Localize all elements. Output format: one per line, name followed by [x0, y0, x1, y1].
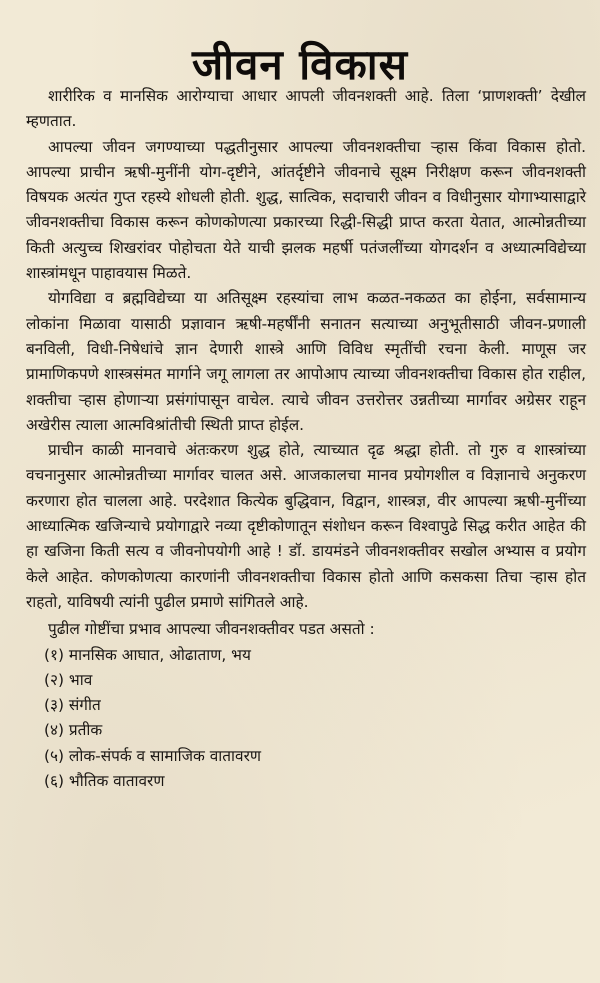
paragraph: प्राचीन काळी मानवाचे अंतःकरण शुद्ध होते, त्याच्यात दृढ श्रद्धा होती. तो गुरु व शास्त्रांच्या वचनानुसार आत्मोन्नतीच्या मार्गावर चालत असे. आजकालचा मानव प्रयोगशील व विज्ञानाचे अनुकरण करणारा होत चालला आहे. परदेशात कित्येक बुद्धिवान, विद्वान, शास्त्रज्ञ, वीर आपल्या ऋषी-मुनींच्या आध्यात्मिक खजिन्याचे प्रयोगाद्वारे नव्या दृष्टीकोणातून संशोधन करून विश्वापुढे सिद्ध करीत आहेत की हा खजिना किती सत्य व जीवनोपयोगी आहे ! डॉ. डायमंडने जीवनशक्तीवर सखोल अभ्यास व प्रयोग केले आहेत. कोणकोणत्या कारणांनी जीवनशक्तीचा विकास होतो आणि कसकसा तिचा ऱ्हास होत राहतो, याविषयी त्यांनी पुढील प्रमाणे सांगितले आहे. — [26, 441, 586, 611]
list-item: (२) भाव — [44, 670, 93, 689]
list-intro: पुढील गोष्टींचा प्रभाव आपल्या जीवनशक्तीवर पडत असतो : — [48, 620, 375, 639]
list-item: (६) भौतिक वातावरण — [44, 772, 165, 791]
list-item: (१) मानसिक आघात, ओढाताण, भय — [44, 645, 251, 664]
page-title: जीवन विकास — [191, 40, 409, 90]
paragraph: आपल्या जीवन जगण्याच्या पद्धतीनुसार आपल्या जीवनशक्तीचा ऱ्हास किंवा विकास होतो. आपल्या प्राचीन ऋषी-मुनींनी योग-दृष्टीने, आंतर्दृष्टीने जीवनाचे सूक्ष्म निरीक्षण करून जीवनशक्ती विषयक अत्यंत गुप्त रहस्ये शोधली होती. शुद्ध, सात्विक, सदाचारी जीवन व विधीनुसार योगाभ्यासाद्वारे जीवनशक्तीचा विकास करून कोणकोणत्या प्रकारच्या रिद्धी-सिद्धी प्राप्त करता येतात, आत्मोन्नतीच्या किती अत्युच्च शिखरांवर पोहोचता येते याची झलक महर्षी पतंजलींच्या योगदर्शन व अध्यात्मविद्येच्या शास्त्रांमधून पाहावयास मिळते. — [26, 137, 586, 283]
paragraph: शारीरिक व मानसिक आरोग्याचा आधार आपली जीवनशक्ती आहे. तिला ‘प्राणशक्ती’ देखील म्हणतात. — [26, 87, 586, 131]
list-item: (३) संगीत — [44, 696, 101, 715]
paragraph: योगविद्या व ब्रह्मविद्येच्या या अतिसूक्ष्म रहस्यांचा लाभ कळत-नकळत का होईना, सर्वसामान्य लोकांना मिळावा यासाठी प्रज्ञावान ऋषी-महर्षींनी सनातन सत्याच्या अनुभूतीसाठी जीवन-प्रणाली बनविली, विधी-निषेधांचे ज्ञान देणारी शास्त्रे आणि विविध स्मृतींची रचना केली. माणूस जर प्रामाणिकपणे शास्त्रसंमत मार्गाने जगू लागला तर आपोआप त्याच्या जीवनशक्तीचा विकास होत राहील, शक्तीचा ऱ्हास होणाऱ्या प्रसंगांपासून वाचेल. त्याचे जीवन उत्तरोत्तर उन्नतीच्या मार्गावर अग्रेसर राहून अखेरीस त्याला आत्मविश्रांतीची स्थिती प्राप्त होईल. — [26, 289, 586, 434]
list-item: (४) प्रतीक — [44, 721, 103, 740]
factor-list — [26, 643, 586, 795]
list-item: (५) लोक-संपर्क व सामाजिक वातावरण — [44, 746, 261, 765]
article-body — [26, 84, 586, 794]
